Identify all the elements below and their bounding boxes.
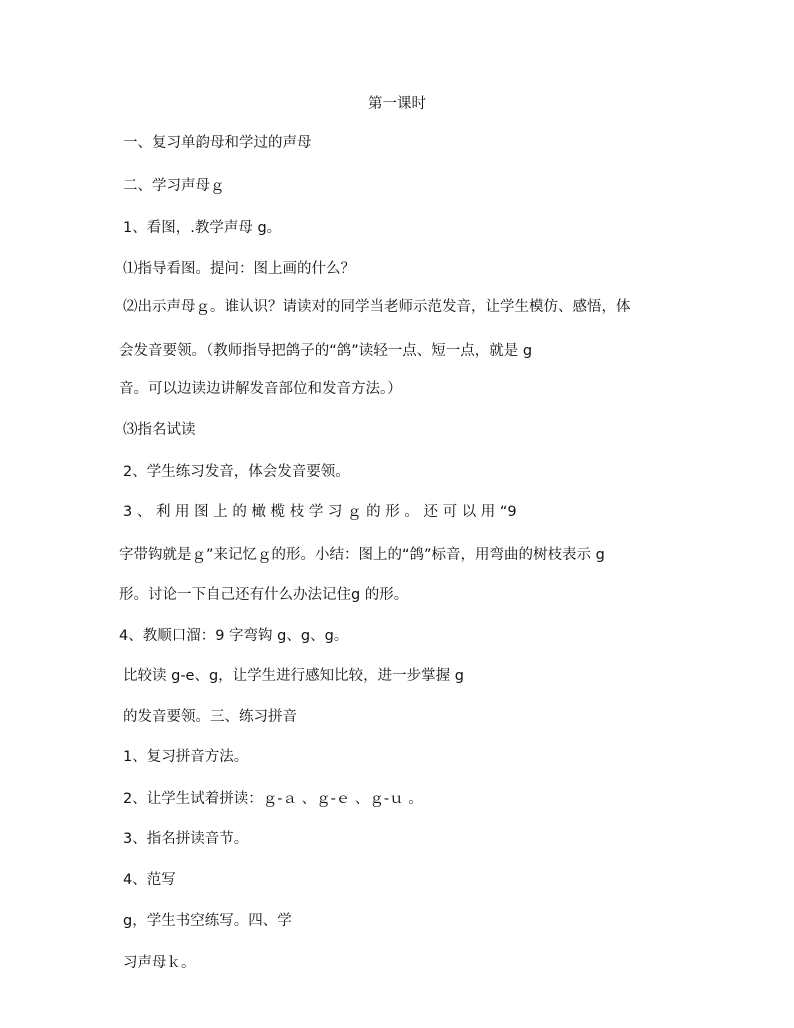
text-line: 形。讨论一下自己还有什么办法记住g 的形。 bbox=[119, 587, 409, 603]
text-line: 习声母ｋ。 bbox=[123, 955, 196, 971]
text-line: 4、教顺口溜：9 字弯钩 g、g、g。 bbox=[119, 628, 349, 644]
text-line: 4、范写 bbox=[123, 872, 176, 888]
text-line: 2、让学生试着拼读：ｇ-ａ 、ｇ-ｅ 、ｇ-ｕ 。 bbox=[123, 791, 423, 807]
text-line: 的发音要领。三、练习拼音 bbox=[123, 709, 297, 725]
text-line: ⑵出示声母ｇ。谁认识？请读对的同学当老师示范发音，让学生模仿、感悟，体 bbox=[123, 299, 631, 315]
text-line: 1、复习拼音方法。 bbox=[123, 749, 249, 765]
text-line: 比较读 g-e、g，让学生进行感知比较，进一步掌握 g bbox=[123, 668, 464, 684]
text-line: ⑴指导看图。提问：图上画的什么？ bbox=[123, 261, 355, 277]
text-line: 二、学习声母ｇ bbox=[123, 178, 225, 194]
text-line: 字带钩就是ｇ”来记忆ｇ的形。小结：图上的“鸽”标音，用弯曲的树枝表示 g bbox=[119, 547, 605, 563]
text-line: 音。可以边读边讲解发音部位和发音方法。） bbox=[119, 381, 402, 397]
text-line: 3 、 利 用 图 上 的 橄 榄 枝 学 习 ｇ 的 形 。 还 可 以 用 “9 bbox=[123, 504, 517, 520]
text-line: g，学生书空练写。四、学 bbox=[123, 913, 292, 929]
text-line: 3、指名拼读音节。 bbox=[123, 831, 249, 847]
text-line: 会发音要领。（教师指导把鸽子的“鸽”读轻一点、短一点，就是 g bbox=[119, 343, 533, 359]
page-title: 第一课时 bbox=[368, 96, 426, 112]
text-line: 1、看图，.教学声母 g。 bbox=[123, 220, 282, 236]
text-line: 一、复习单韵母和学过的声母 bbox=[123, 135, 312, 151]
text-line: 2、学生练习发音，体会发音要领。 bbox=[123, 464, 350, 480]
text-line: ⑶指名试读 bbox=[123, 422, 196, 438]
